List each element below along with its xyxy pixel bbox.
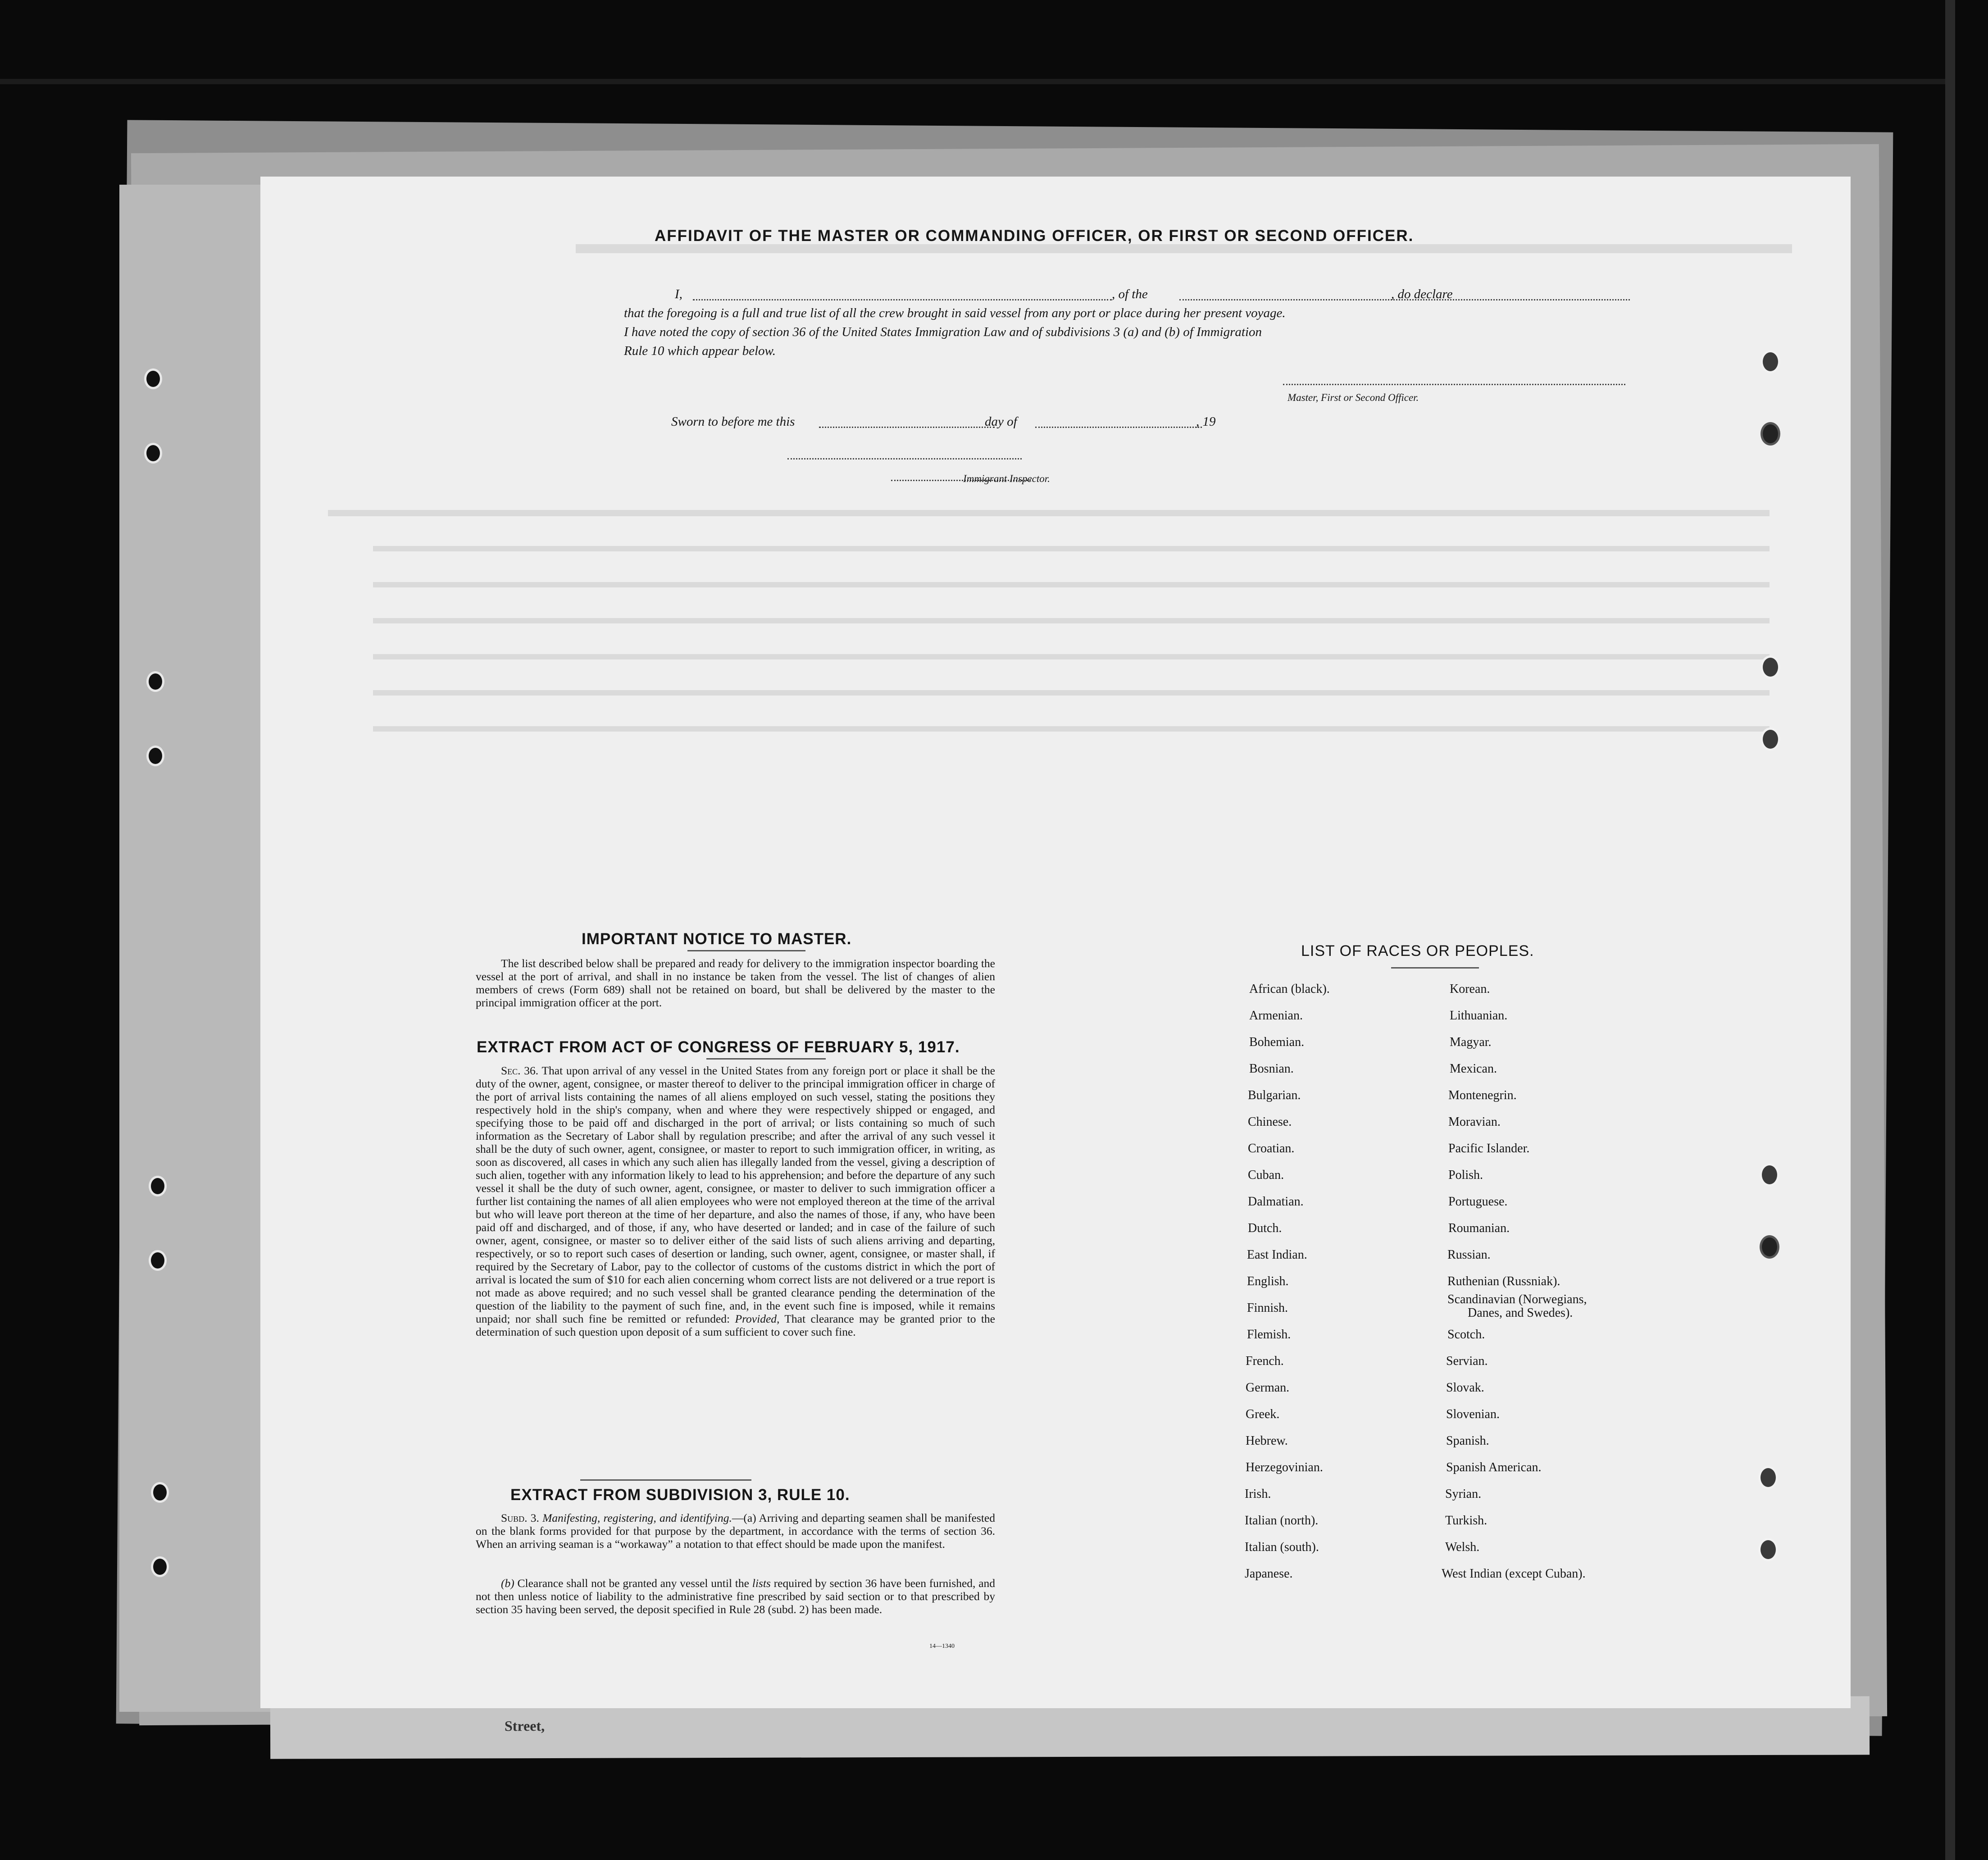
race-right-item: Roumanian. bbox=[1448, 1221, 1510, 1235]
race-left-item: German. bbox=[1246, 1381, 1290, 1395]
race-right-item: Korean. bbox=[1450, 982, 1490, 996]
section-36-body: That upon arrival of any vessel in the United States from any foreign port or place it shall be the duty of the owner, agent, consignee, or master thereof to deliver to the principal immigration officer in charge of the port of arrival lists containing the names of all aliens employed on such vessel, stating the positions they respectively hold in the ship's company, when and where they were respectively shipped or engaged, and specifying those to be paid off and discharged in the port of arrival; or lists containing so much of such information as the Secretary of Labor shall by regulation prescribe; and after the arrival of any such vessel it shall be the duty of such owner, agent, consignee, or master to report to such immigration officer, in writing, as soon as discovered, all cases in which any such alien has illegally landed from the vessel, giving a description of such alien, together with any information likely to lead to his apprehension; and before the departure of any such vessel it shall be the duty of such owner, agent, consignee, or master to deliver to such immigration officer a further list containing the names of all alien employees who were not employed thereon at the time of the arrival but who will leave port thereon at the time of her departure, and also the names of those, if any, who have been paid off and discharged, and of those, if any, who have deserted or landed; and in case of the failure of such owner, agent, consignee, or master so to deliver either of the said lists of such aliens arriving and departing, respectively, or so to report such cases of desertion or landing, such owner, agent, consignee, or master shall, if required by the Secretary of Labor, pay to the collector of customs of the customs district in which the port of arrival is located the sum of $10 for each alien concerning whom correct lists are not delivered or a true report is not made as above required; and no such vessel shall be granted clearance pending the determination of the question of the liability to the payment of such fine, and, in the event such fine is imposed, while it remains unpaid; nor shall such fine be remitted or refunded: bbox=[476, 1064, 995, 1325]
race-right-item: Polish. bbox=[1448, 1168, 1483, 1182]
binder-hole bbox=[146, 746, 164, 766]
race-left-item: Japanese. bbox=[1245, 1567, 1293, 1581]
inspector-label: Immigrant Inspector. bbox=[963, 473, 1050, 484]
race-left-item: Italian (south). bbox=[1245, 1540, 1319, 1554]
race-left-item: Hebrew. bbox=[1246, 1434, 1288, 1448]
race-right-item: Russian. bbox=[1447, 1248, 1491, 1262]
race-right-item: Ruthenian (Russniak). bbox=[1447, 1274, 1560, 1288]
bleed-through bbox=[373, 618, 1770, 623]
affidavit-of-the: , of the bbox=[1112, 287, 1148, 301]
bleed-through bbox=[576, 244, 1792, 253]
affidavit-line4: Rule 10 which appear below. bbox=[624, 344, 776, 358]
race-right-item: Scotch. bbox=[1447, 1328, 1485, 1342]
subd-b-pre: Clearance shall not be granted any vessel until the bbox=[517, 1577, 749, 1590]
race-right-item: Montenegrin. bbox=[1448, 1088, 1517, 1102]
race-left-item: Italian (north). bbox=[1245, 1514, 1319, 1528]
affidavit-title: AFFIDAVIT OF THE MASTER OR COMMANDING OFFICER, OR FIRST OR SECOND OFFICER. bbox=[655, 227, 1414, 245]
binder-hole bbox=[146, 671, 164, 692]
affidavit-i: I, bbox=[675, 287, 682, 301]
punch-hole bbox=[1760, 1235, 1779, 1259]
races-title: LIST OF RACES OR PEOPLES. bbox=[1301, 942, 1534, 960]
master-label: Master, First or Second Officer. bbox=[1287, 392, 1419, 403]
bleed-through bbox=[373, 546, 1770, 551]
race-left-item: Bosnian. bbox=[1249, 1062, 1294, 1076]
provided-word: Provided, bbox=[735, 1312, 780, 1325]
race-left-item: Bohemian. bbox=[1249, 1035, 1305, 1049]
race-left-item: East Indian. bbox=[1247, 1248, 1307, 1262]
race-right-item: Magyar. bbox=[1450, 1035, 1492, 1049]
race-right-item: Turkish. bbox=[1445, 1514, 1488, 1528]
race-left-item: Dutch. bbox=[1248, 1221, 1282, 1235]
bottom-strip-text: Street, bbox=[504, 1718, 545, 1734]
punch-hole bbox=[1761, 728, 1780, 751]
race-right-item: West Indian (except Cuban). bbox=[1442, 1567, 1586, 1581]
binder-hole bbox=[144, 368, 162, 389]
notice-title: IMPORTANT NOTICE TO MASTER. bbox=[582, 930, 852, 948]
race-right-item-cont: Danes, and Swedes). bbox=[1468, 1306, 1573, 1320]
bleed-through bbox=[373, 582, 1770, 587]
scan-edge-top bbox=[0, 79, 1945, 84]
race-left-item: French. bbox=[1246, 1354, 1284, 1368]
extract-act-underline bbox=[706, 1058, 826, 1060]
race-left-item: African (black). bbox=[1249, 982, 1330, 996]
sec-label: Sec. 36. bbox=[501, 1064, 539, 1077]
affidavit-line2: that the foregoing is a full and true list of all the crew brought in said vessel from any port or place during her present voyage. bbox=[624, 306, 1286, 320]
race-right-item: Portuguese. bbox=[1448, 1195, 1508, 1209]
race-right-item: Slovak. bbox=[1446, 1381, 1484, 1395]
race-left-item: Greek. bbox=[1246, 1407, 1280, 1421]
day-of-text: day of bbox=[985, 414, 1017, 429]
inspector-blank bbox=[787, 458, 1022, 459]
sworn-text: Sworn to before me this bbox=[671, 414, 795, 429]
race-right-item: Scandinavian (Norwegians, bbox=[1447, 1292, 1587, 1306]
binder-hole bbox=[144, 443, 162, 464]
race-right-item: Lithuanian. bbox=[1450, 1009, 1508, 1023]
notice-underline bbox=[687, 950, 805, 951]
subd-b-label: (b) bbox=[501, 1577, 514, 1590]
section-36-text bbox=[476, 1064, 995, 1338]
extract-rule-rule bbox=[580, 1479, 751, 1481]
punch-hole bbox=[1760, 1163, 1779, 1187]
bleed-through bbox=[373, 654, 1770, 659]
form-number: 14—1340 bbox=[929, 1643, 955, 1650]
binder-hole bbox=[151, 1556, 169, 1577]
punch-hole bbox=[1761, 655, 1780, 679]
binder-hole bbox=[149, 1176, 167, 1196]
race-left-item: Finnish. bbox=[1247, 1301, 1288, 1315]
month-blank bbox=[1035, 427, 1202, 428]
race-right-item: Moravian. bbox=[1448, 1115, 1501, 1129]
race-right-item: Mexican. bbox=[1450, 1062, 1497, 1076]
race-left-item: Irish. bbox=[1245, 1487, 1271, 1501]
subd-para-a: —(a) Arriving and departing seamen shall be manifested on the blank forms provided for that purpose by the department, in accordance with the terms of section 36. When an arriving seaman is a “workaway” a notation to that effect should be made upon the manifest. bbox=[476, 1511, 995, 1551]
signature-blank bbox=[1283, 384, 1625, 385]
race-left-item: Croatian. bbox=[1248, 1141, 1295, 1155]
race-right-item: Syrian. bbox=[1445, 1487, 1482, 1501]
race-left-item: Dalmatian. bbox=[1248, 1195, 1304, 1209]
race-right-item: Welsh. bbox=[1445, 1540, 1480, 1554]
race-left-item: Chinese. bbox=[1248, 1115, 1292, 1129]
race-right-item: Pacific Islander. bbox=[1448, 1141, 1530, 1155]
race-left-item: Armenian. bbox=[1249, 1009, 1303, 1023]
punch-hole bbox=[1758, 1466, 1778, 1489]
bleed-through bbox=[373, 726, 1770, 732]
extract-act-title: EXTRACT FROM ACT OF CONGRESS OF FEBRUARY 5, 1917. bbox=[477, 1038, 960, 1056]
extract-rule-title: EXTRACT FROM SUBDIVISION 3, RULE 10. bbox=[510, 1486, 850, 1504]
punch-hole bbox=[1758, 1538, 1778, 1561]
binder-hole bbox=[149, 1250, 167, 1271]
bleed-through bbox=[328, 510, 1770, 516]
race-left-item: Bulgarian. bbox=[1248, 1088, 1301, 1102]
bleed-through bbox=[373, 690, 1770, 696]
subd-b-text bbox=[476, 1577, 995, 1616]
notice-body: The list described below shall be prepared and ready for delivery to the immigration inspector boarding the vessel at the port of arrival, and shall in no instance be taken from the vessel. The list of changes of alien members of crews (Form 689) shall not be retained on board, but shall be delivered by the master to the principal immigration officer at the port. bbox=[476, 957, 995, 1009]
race-right-item: Spanish American. bbox=[1446, 1460, 1542, 1474]
affidavit-line3: I have noted the copy of section 36 of the United States Immigration Law and of subdivisions 3 (a) and (b) of Immigration bbox=[624, 325, 1262, 339]
race-right-item: Servian. bbox=[1446, 1354, 1488, 1368]
race-right-item: Spanish. bbox=[1446, 1434, 1489, 1448]
race-right-item: Slovenian. bbox=[1446, 1407, 1500, 1421]
name-blank bbox=[693, 299, 1112, 300]
subd-3-text bbox=[476, 1511, 995, 1551]
year-text: , 19 bbox=[1196, 414, 1216, 429]
affidavit-page bbox=[260, 177, 1851, 1708]
subd-label: Subd. 3. bbox=[501, 1511, 539, 1524]
race-left-item: Herzegovinian. bbox=[1246, 1460, 1323, 1474]
subd-heading: Manifesting, registering, and identifying. bbox=[542, 1511, 732, 1524]
races-underline bbox=[1391, 967, 1479, 969]
day-blank bbox=[819, 427, 995, 428]
binder-hole bbox=[151, 1482, 169, 1503]
scan-edge-right bbox=[1945, 0, 1955, 1860]
race-left-item: Cuban. bbox=[1248, 1168, 1284, 1182]
race-left-item: Flemish. bbox=[1247, 1328, 1291, 1342]
affidavit-declare: , do declare bbox=[1391, 287, 1453, 301]
subd-b-rest: required by section 36 have been furnished, and not then unless notice of liability to the administrative fine prescribed by said section or to that prescribed by section 35 having been served, the deposit specified in Rule 28 (subd. 2) has been made. bbox=[476, 1577, 996, 1616]
provided-rest: That clearance may be granted prior to the determination of such question upon deposit of a sum sufficient to cover such fine. bbox=[476, 1312, 995, 1338]
punch-hole bbox=[1761, 350, 1780, 373]
subd-b-lists: lists bbox=[752, 1577, 771, 1590]
race-left-item: English. bbox=[1247, 1274, 1289, 1288]
punch-hole bbox=[1761, 422, 1780, 446]
